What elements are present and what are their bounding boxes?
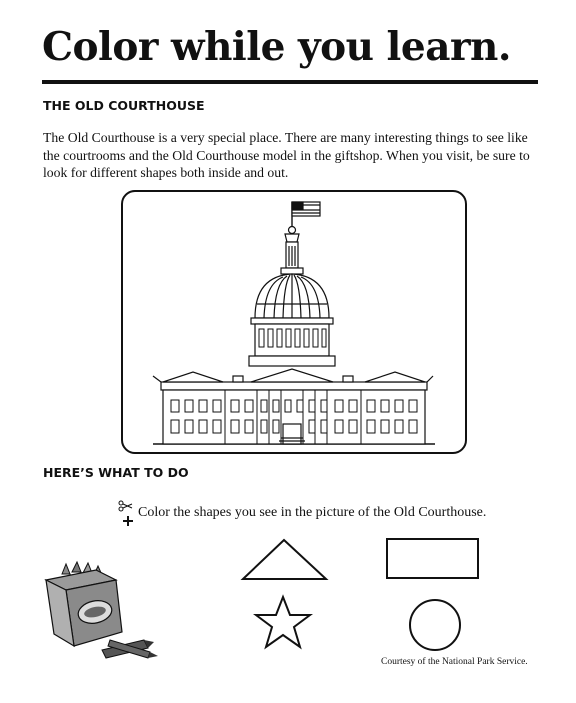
scissors-cross-icon — [118, 499, 134, 529]
title-rule — [42, 80, 538, 84]
circle-shape — [406, 596, 464, 654]
star-shape — [252, 594, 314, 652]
page-title: Color while you learn. — [42, 24, 511, 70]
courthouse-illustration — [123, 192, 465, 452]
section-heading-courthouse: THE OLD COURTHOUSE — [43, 98, 205, 113]
credit-line: Courtesy of the National Park Service. — [381, 657, 528, 667]
rectangle-shape — [384, 536, 482, 582]
crayon-box-icon — [40, 560, 162, 660]
triangle-shape — [240, 536, 330, 582]
instruction-row — [118, 499, 538, 529]
instruction-text: Color the shapes you see in the picture of the Old Courthouse. — [138, 505, 487, 520]
courthouse-picture-frame — [121, 190, 467, 454]
section-heading-instructions: HERE’S WHAT TO DO — [43, 465, 189, 480]
intro-paragraph: The Old Courthouse is a very special place. There are many interesting things to see like the courtrooms and the Old Courthouse model in the giftshop. When you visit, be sure to look for different shapes both inside and out. — [43, 130, 530, 180]
